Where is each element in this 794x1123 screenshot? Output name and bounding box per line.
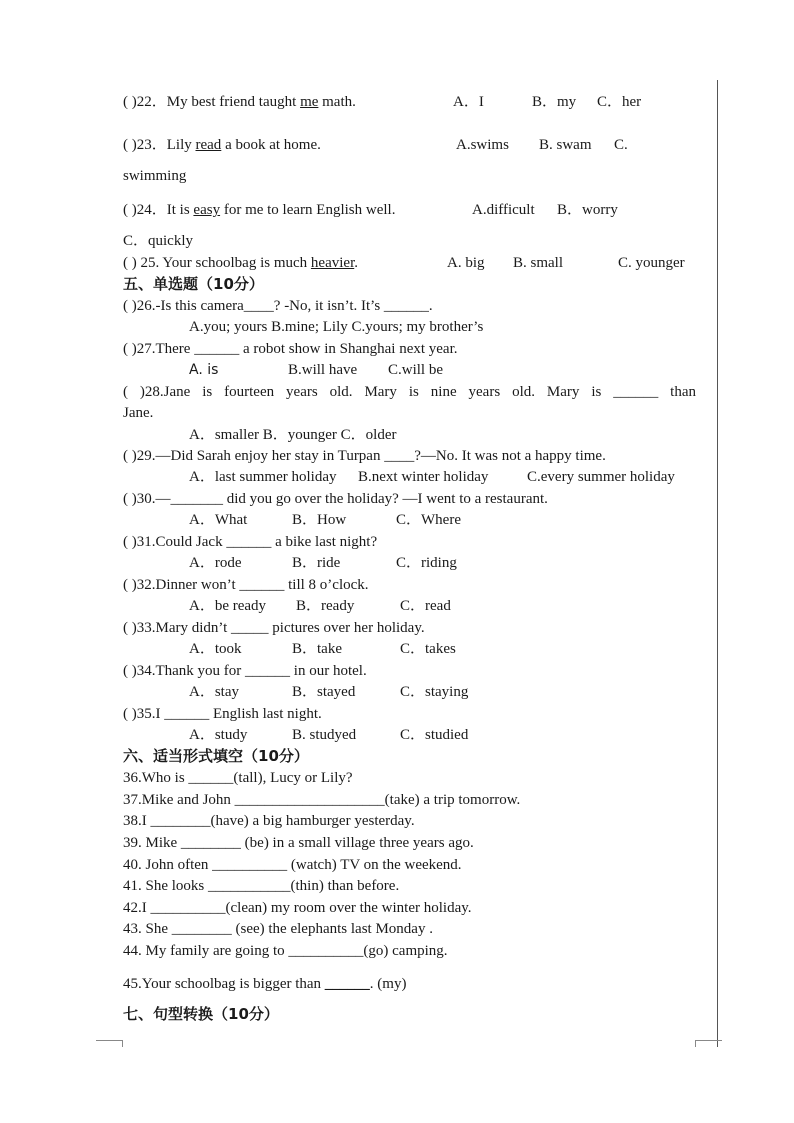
- q31-option-b: B．ride: [292, 555, 341, 571]
- q35-option-b: B. studyed: [292, 727, 357, 743]
- q25-option-a: A. big: [447, 255, 485, 271]
- q23-option-c: C.: [614, 137, 628, 153]
- question-25: ( ) 25. Your schoolbag is much heavier.: [123, 255, 358, 271]
- q29-option-c: C.every summer holiday: [527, 469, 675, 485]
- crop-mark-right: [695, 1040, 722, 1047]
- fill-item-44: 44. My family are going to __________(go) camping.: [123, 943, 448, 959]
- question-29: ( )29.—Did Sarah enjoy her stay in Turpan ____?—No. It was not a happy time.: [123, 448, 606, 464]
- q24-option-a: A.difficult: [472, 202, 535, 218]
- q32-option-a: A．be ready: [189, 598, 267, 614]
- fill-item-40: 40. John often __________ (watch) TV on the weekend.: [123, 857, 462, 873]
- q33-option-c: C．takes: [400, 641, 456, 657]
- q31-option-a: A．rode: [189, 555, 242, 571]
- q27-option-b: B.will have: [288, 362, 358, 378]
- q34-option-b: B．stayed: [292, 684, 356, 700]
- q32-option-c: C．read: [400, 598, 451, 614]
- q27-option-c: C.will be: [388, 362, 443, 378]
- q29-option-a: A．last summer holiday: [189, 469, 337, 485]
- question-26: ( )26.-Is this camera____? -No, it isn’t. It’s ______.: [123, 298, 433, 314]
- q29-option-b: B.next winter holiday: [358, 469, 489, 485]
- q23-option-b: B. swam: [539, 137, 592, 153]
- fill-item-41: 41. She looks ___________(thin) than before.: [123, 878, 400, 894]
- q27-option-a: A. is: [189, 362, 219, 378]
- q34-option-a: A．stay: [189, 684, 239, 700]
- fill-item-43: 43. She ________ (see) the elephants last Monday .: [123, 921, 433, 937]
- crop-mark-left: [96, 1040, 123, 1047]
- fill-item-39: 39. Mike ________ (be) in a small village three years ago.: [123, 835, 474, 851]
- question-31: ( )31.Could Jack ______ a bike last night?: [123, 534, 378, 550]
- fill-item-45: 45.Your schoolbag is bigger than ______. (my): [123, 976, 407, 992]
- q24-option-b: B．worry: [557, 202, 618, 218]
- question-22: ( )22．My best friend taught me math.: [123, 94, 356, 110]
- q31-option-c: C．riding: [396, 555, 457, 571]
- fill-item-37: 37.Mike and John ____________________(take) a trip tomorrow.: [123, 792, 521, 808]
- q22-option-a: A．I: [453, 94, 484, 110]
- question-34: ( )34.Thank you for ______ in our hotel.: [123, 663, 367, 679]
- q35-option-c: C．studied: [400, 727, 469, 743]
- q35-option-a: A．study: [189, 727, 248, 743]
- q30-option-b: B．How: [292, 512, 347, 528]
- q23-option-c-continued: swimming: [123, 168, 187, 184]
- question-30: ( )30.—_______ did you go over the holiday? —I went to a restaurant.: [123, 491, 548, 507]
- q23-option-a: A.swims: [456, 137, 509, 153]
- q25-option-b: B. small: [513, 255, 564, 271]
- fill-item-38: 38.I ________(have) a big hamburger yesterday.: [123, 813, 415, 829]
- fill-item-36: 36.Who is ______(tall), Lucy or Lily?: [123, 770, 353, 786]
- q33-option-a: A．took: [189, 641, 242, 657]
- right-margin-rule: [717, 80, 718, 1047]
- question-24: ( )24．It is easy for me to learn English well.: [123, 202, 396, 218]
- q28-options: A．smaller B．younger C．older: [189, 427, 397, 443]
- question-32: ( )32.Dinner won’t ______ till 8 o’clock.: [123, 577, 369, 593]
- q32-option-b: B．ready: [296, 598, 355, 614]
- q22-option-b: B．my: [532, 94, 577, 110]
- q22-option-c: C．her: [597, 94, 642, 110]
- q24-option-c: C．quickly: [123, 233, 193, 249]
- q33-option-b: B．take: [292, 641, 342, 657]
- q30-option-c: C．Where: [396, 512, 461, 528]
- q26-options: A.you; yours B.mine; Lily C.yours; my brother’s: [189, 319, 484, 335]
- question-27: ( )27.There ______ a robot show in Shanghai next year.: [123, 341, 458, 357]
- q30-option-a: A．What: [189, 512, 248, 528]
- question-33: ( )33.Mary didn’t _____ pictures over her holiday.: [123, 620, 425, 636]
- question-23: ( )23．Lily read a book at home.: [123, 137, 321, 153]
- question-28-continued: Jane.: [123, 405, 154, 421]
- q25-option-c: C. younger: [618, 255, 685, 271]
- q34-option-c: C．staying: [400, 684, 469, 700]
- question-28: ( )28.Jane is fourteen years old. Mary is nine years old. Mary is ______ than: [123, 384, 696, 400]
- section-6-heading: 六、适当形式填空（10分）: [123, 747, 309, 765]
- section-7-heading: 七、句型转换（10分）: [123, 1005, 279, 1023]
- fill-item-42: 42.I __________(clean) my room over the winter holiday.: [123, 900, 472, 916]
- question-35: ( )35.I ______ English last night.: [123, 706, 322, 722]
- section-5-heading: 五、单选题（10分）: [123, 275, 264, 293]
